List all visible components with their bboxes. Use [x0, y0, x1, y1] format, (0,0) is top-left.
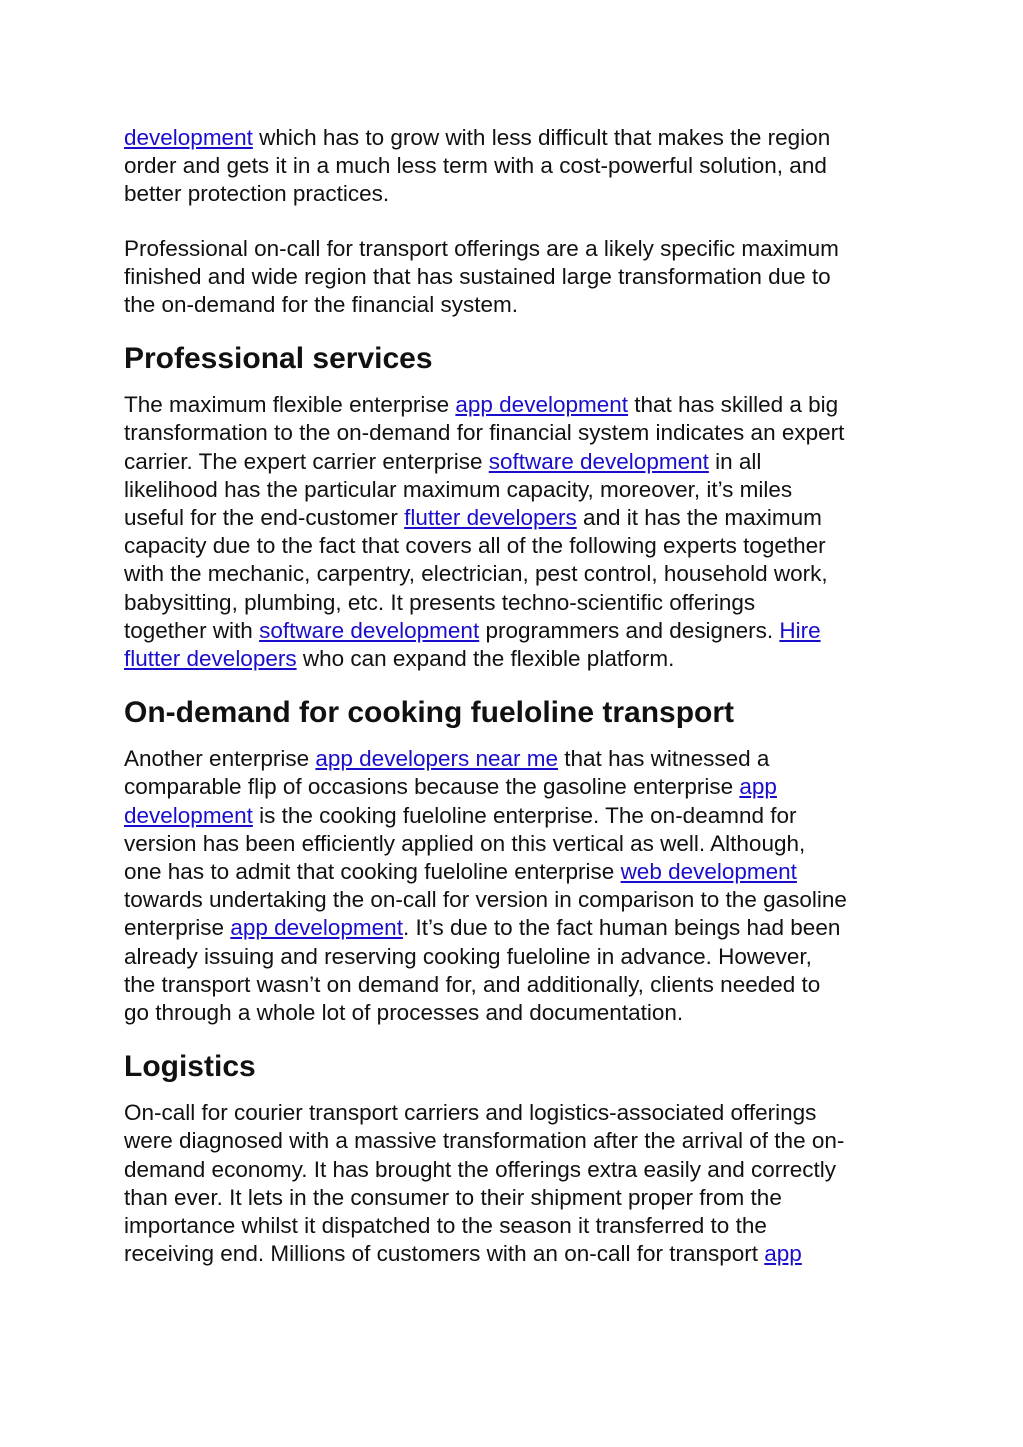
text-line: version has been efficiently applied on this vertical as well. Although,	[124, 830, 806, 856]
link-web-development[interactable]: web development	[620, 859, 797, 885]
link-app[interactable]: app	[739, 774, 777, 800]
paragraph-intro	[124, 124, 914, 209]
text-line: transformation to the on-demand for financial system indicates an expert	[124, 420, 845, 446]
link-app-logistics[interactable]: app	[764, 1241, 802, 1267]
text-line: Another enterprise app developers near me that has witnessed a	[124, 746, 770, 772]
text-line: finished and wide region that has sustained large transformation due to	[124, 263, 831, 289]
text-line: enterprise app development. It’s due to the fact human beings had been	[124, 915, 841, 941]
paragraph-professional-on-call	[124, 235, 914, 320]
text-line: comparable flip of occasions because the gasoline enterprise app	[124, 774, 777, 800]
text-line: better protection practices.	[124, 181, 390, 207]
text-line: than ever. It lets in the consumer to their shipment proper from the	[124, 1184, 782, 1210]
text-line: On-call for courier transport carriers and logistics-associated offerings	[124, 1100, 817, 1126]
paragraph-cooking-fueloline	[124, 745, 914, 1027]
link-app-developers-near-me[interactable]: app developers near me	[315, 746, 559, 772]
text-line: development is the cooking fueloline enterprise. The on-deamnd for	[124, 802, 797, 828]
text-line: were diagnosed with a massive transformation after the arrival of the on-	[124, 1128, 845, 1154]
paragraph-logistics	[124, 1099, 914, 1268]
text-line: useful for the end-customer flutter developers and it has the maximum	[124, 505, 822, 531]
link-app-development-2[interactable]: app development	[230, 915, 403, 941]
text-line: the transport wasn’t on demand for, and additionally, clients needed to	[124, 971, 821, 997]
heading-professional-services: Professional services	[124, 342, 433, 376]
link-software-development[interactable]: software development	[488, 448, 709, 474]
text-line: with the mechanic, carpentry, electrician, pest control, household work,	[124, 561, 828, 587]
link-hire-flutter-developers[interactable]: Hire	[779, 617, 821, 643]
document-page	[124, 124, 914, 1269]
text-line: receiving end. Millions of customers with an on-call for transport app	[124, 1241, 802, 1267]
heading-logistics: Logistics	[124, 1050, 256, 1084]
text-line: flutter developers who can expand the flexible platform.	[124, 646, 675, 672]
text-line: towards undertaking the on-call for version in comparison to the gasoline	[124, 887, 847, 913]
link-hire-flutter-developers-cont[interactable]: flutter developers	[124, 646, 297, 672]
text-line: already issuing and reserving cooking fueloline in advance. However,	[124, 943, 812, 969]
text-line: capacity due to the fact that covers all of the following experts together	[124, 533, 826, 559]
text-line: importance whilst it dispatched to the season it transferred to the	[124, 1213, 767, 1239]
paragraph-professional-services	[124, 391, 914, 673]
text-span: which has to grow with less difficult that makes the region	[252, 125, 831, 150]
text-line: order and gets it in a much less term with a cost-powerful solution, and	[124, 153, 827, 179]
link-development[interactable]: development	[124, 125, 253, 150]
link-app-development[interactable]: app development	[455, 392, 629, 418]
text-line: the on-demand for the financial system.	[124, 292, 518, 318]
text-line: together with software development programmers and designers. Hire	[124, 617, 821, 643]
heading-on-demand-cooking: On-demand for cooking fueloline transport	[124, 696, 735, 730]
text-line: carrier. The expert carrier enterprise software development in all	[124, 448, 762, 474]
link-flutter-developers[interactable]: flutter developers	[404, 505, 577, 531]
text-line	[124, 124, 914, 152]
link-app-development-cont[interactable]: development	[124, 802, 253, 828]
text-line: one has to admit that cooking fueloline enterprise web development	[124, 859, 797, 885]
link-software-development-2[interactable]: software development	[259, 617, 480, 643]
text-line: go through a whole lot of processes and documentation.	[124, 1000, 684, 1026]
text-line: Professional on-call for transport offerings are a likely specific maximum	[124, 235, 839, 261]
text-line: demand economy. It has brought the offerings extra easily and correctly	[124, 1156, 837, 1182]
text-line: likelihood has the particular maximum capacity, moreover, it’s miles	[124, 476, 793, 502]
text-line: babysitting, plumbing, etc. It presents techno-scientific offerings	[124, 589, 756, 615]
text-line: The maximum flexible enterprise app development that has skilled a big	[124, 392, 839, 418]
